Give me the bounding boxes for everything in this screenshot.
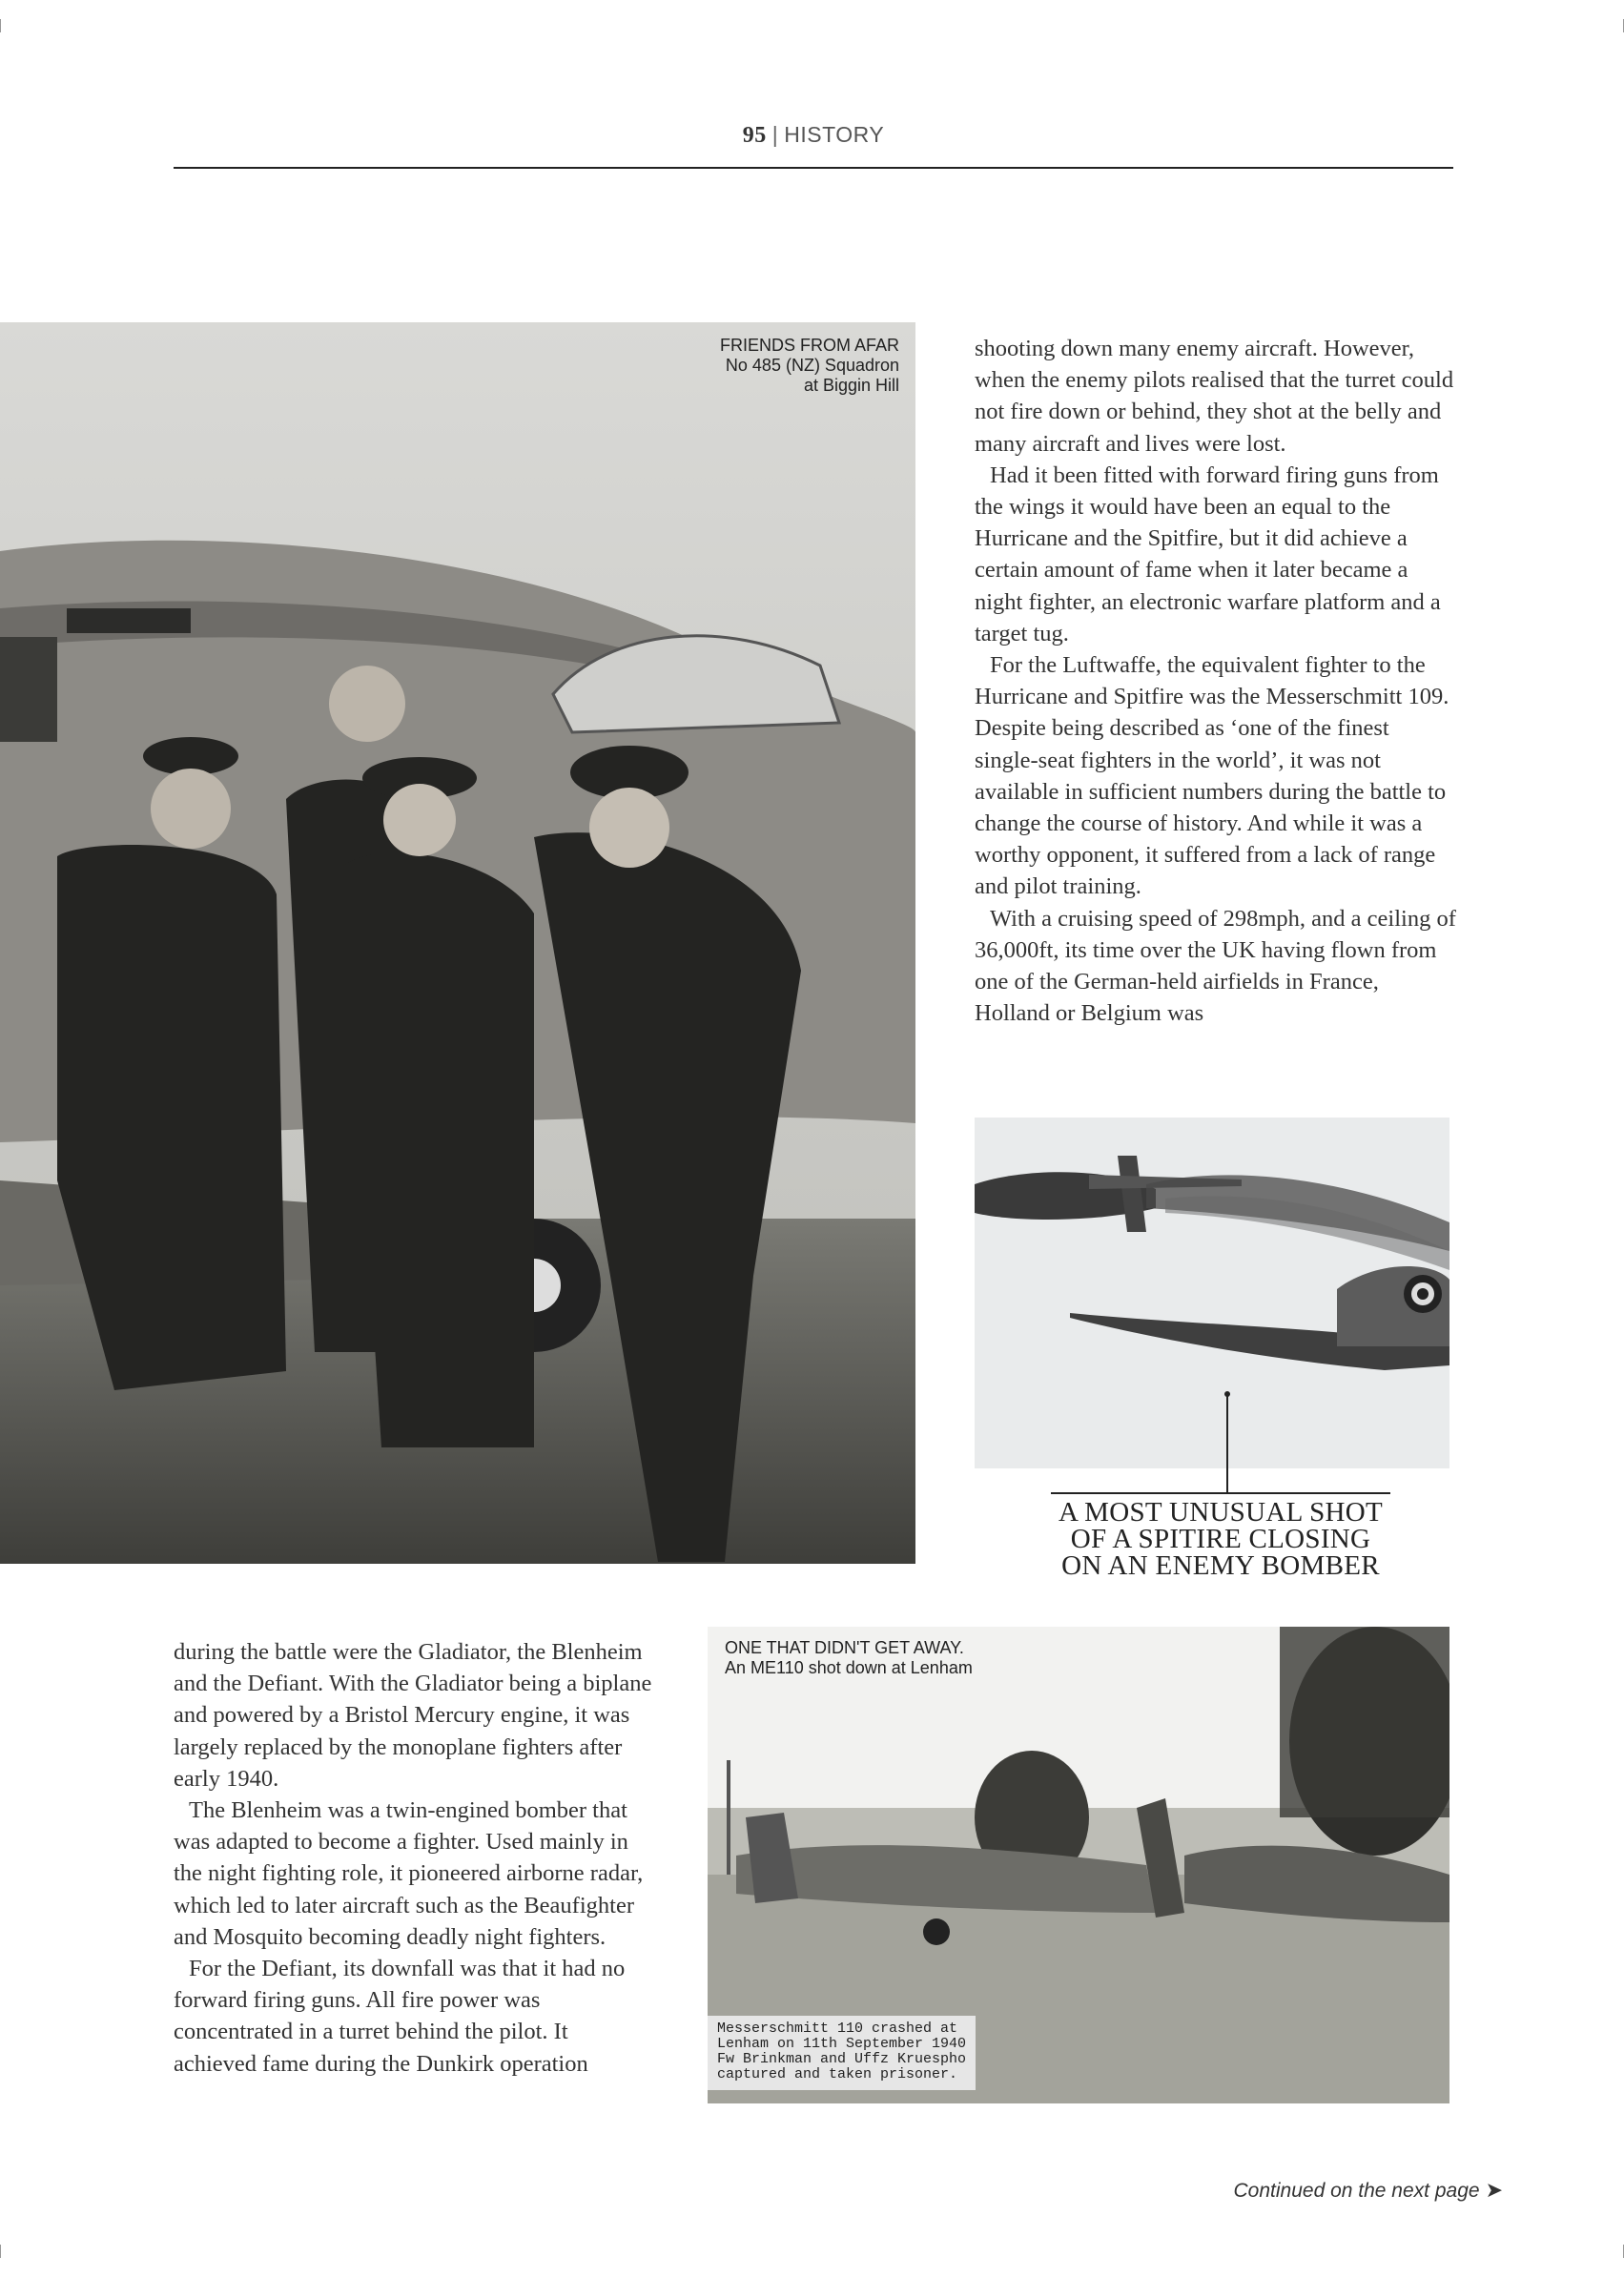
continued-text: Continued on the next page (1233, 2180, 1480, 2202)
paragraph: For the Defiant, its downfall was that it had no forward firing guns. All fire power was concentrated in a turret behind the pilot. It achieved fame during the Dunkirk operation (174, 1956, 626, 2077)
spitfire-photo (975, 1118, 1449, 1468)
archive-label-line: captured and taken prisoner. (717, 2066, 958, 2082)
crop-mark (0, 19, 1, 32)
archive-label (708, 2016, 976, 2090)
caption-line: FRIENDS FROM AFAR (719, 336, 899, 355)
paragraph: With a cruising speed of 298mph, and a ceiling of 36,000ft, its time over the UK having flown from one of the German-held airfields in France, Holland or Belgium was (975, 905, 1456, 1027)
pilots-photo (0, 322, 915, 1564)
running-header (174, 122, 1453, 168)
right-text-column (975, 333, 1456, 1029)
archive-label-line: Messerschmitt 110 crashed at (717, 2021, 958, 2037)
caption-line: An ME110 shot down at Lenham (725, 1658, 973, 1677)
caption-line: ONE THAT DIDN'T GET AWAY. (725, 1638, 964, 1657)
crash-caption (725, 1638, 1106, 1678)
header-separator: | (771, 122, 779, 147)
pull-quote-leader (1226, 1468, 1228, 1493)
header-rule (174, 167, 1453, 169)
pull-quote-line: ON AN ENEMY BOMBER (1061, 1550, 1380, 1581)
paragraph: Had it been fitted with forward firing guns from the wings it would have been an equal to the Hurricane and the Spitfire, but it did achieve a certain amount of fame when it later became a night fighter, an electronic warfare platform and a target tug. (975, 462, 1441, 646)
paragraph: during the battle were the Gladiator, the Blenheim and the Defiant. With the Gladiator being a biplane and powered by a Bristol Mercury engine, it was largely replaced by the monoplane fighters after early 1940. (174, 1639, 652, 1792)
pull-quote-rule (1051, 1492, 1390, 1494)
crop-mark (0, 2245, 1, 2258)
pull-quote-line: A MOST UNUSUAL SHOT (1058, 1497, 1384, 1528)
pull-quote (1032, 1499, 1409, 1579)
paragraph: For the Luftwaffe, the equivalent fighter to the Hurricane and Spitfire was the Messerschmitt 109. Despite being described as ‘one of the finest single-seat fighters in the world’, it was not available in sufficient numbers during the battle to change the course of history. And while it was a worthy opponent, it suffered from a lack of range and pilot training. (975, 652, 1449, 900)
continued-note (1125, 2178, 1503, 2203)
paragraph: shooting down many enemy aircraft. However, when the enemy pilots realised that the turret could not fire down or behind, they shot at the belly and many aircraft and lives were lost. (975, 336, 1454, 457)
paragraph: The Blenheim was a twin-engined bomber that was adapted to become a fighter. Used mainly in the night fighting role, it pioneered airborne radar, which led to later aircraft such as the Beaufighter and Mosquito becoming deadly night fighters. (174, 1797, 644, 1950)
left-text-column (174, 1636, 655, 2080)
archive-label-line: Lenham on 11th September 1940 (717, 2036, 967, 2052)
caption-line: No 485 (NZ) Squadron (725, 356, 899, 375)
page-number: 95 (742, 123, 767, 148)
archive-label-line: Fw Brinkman and Uffz Kruespho (717, 2051, 967, 2067)
arrow-icon: ➤ (1485, 2178, 1503, 2202)
pull-quote-line: OF A SPITIRE CLOSING (1070, 1524, 1371, 1554)
section-title: HISTORY (784, 122, 885, 147)
pilots-caption (610, 336, 899, 396)
caption-line: at Biggin Hill (803, 376, 899, 395)
